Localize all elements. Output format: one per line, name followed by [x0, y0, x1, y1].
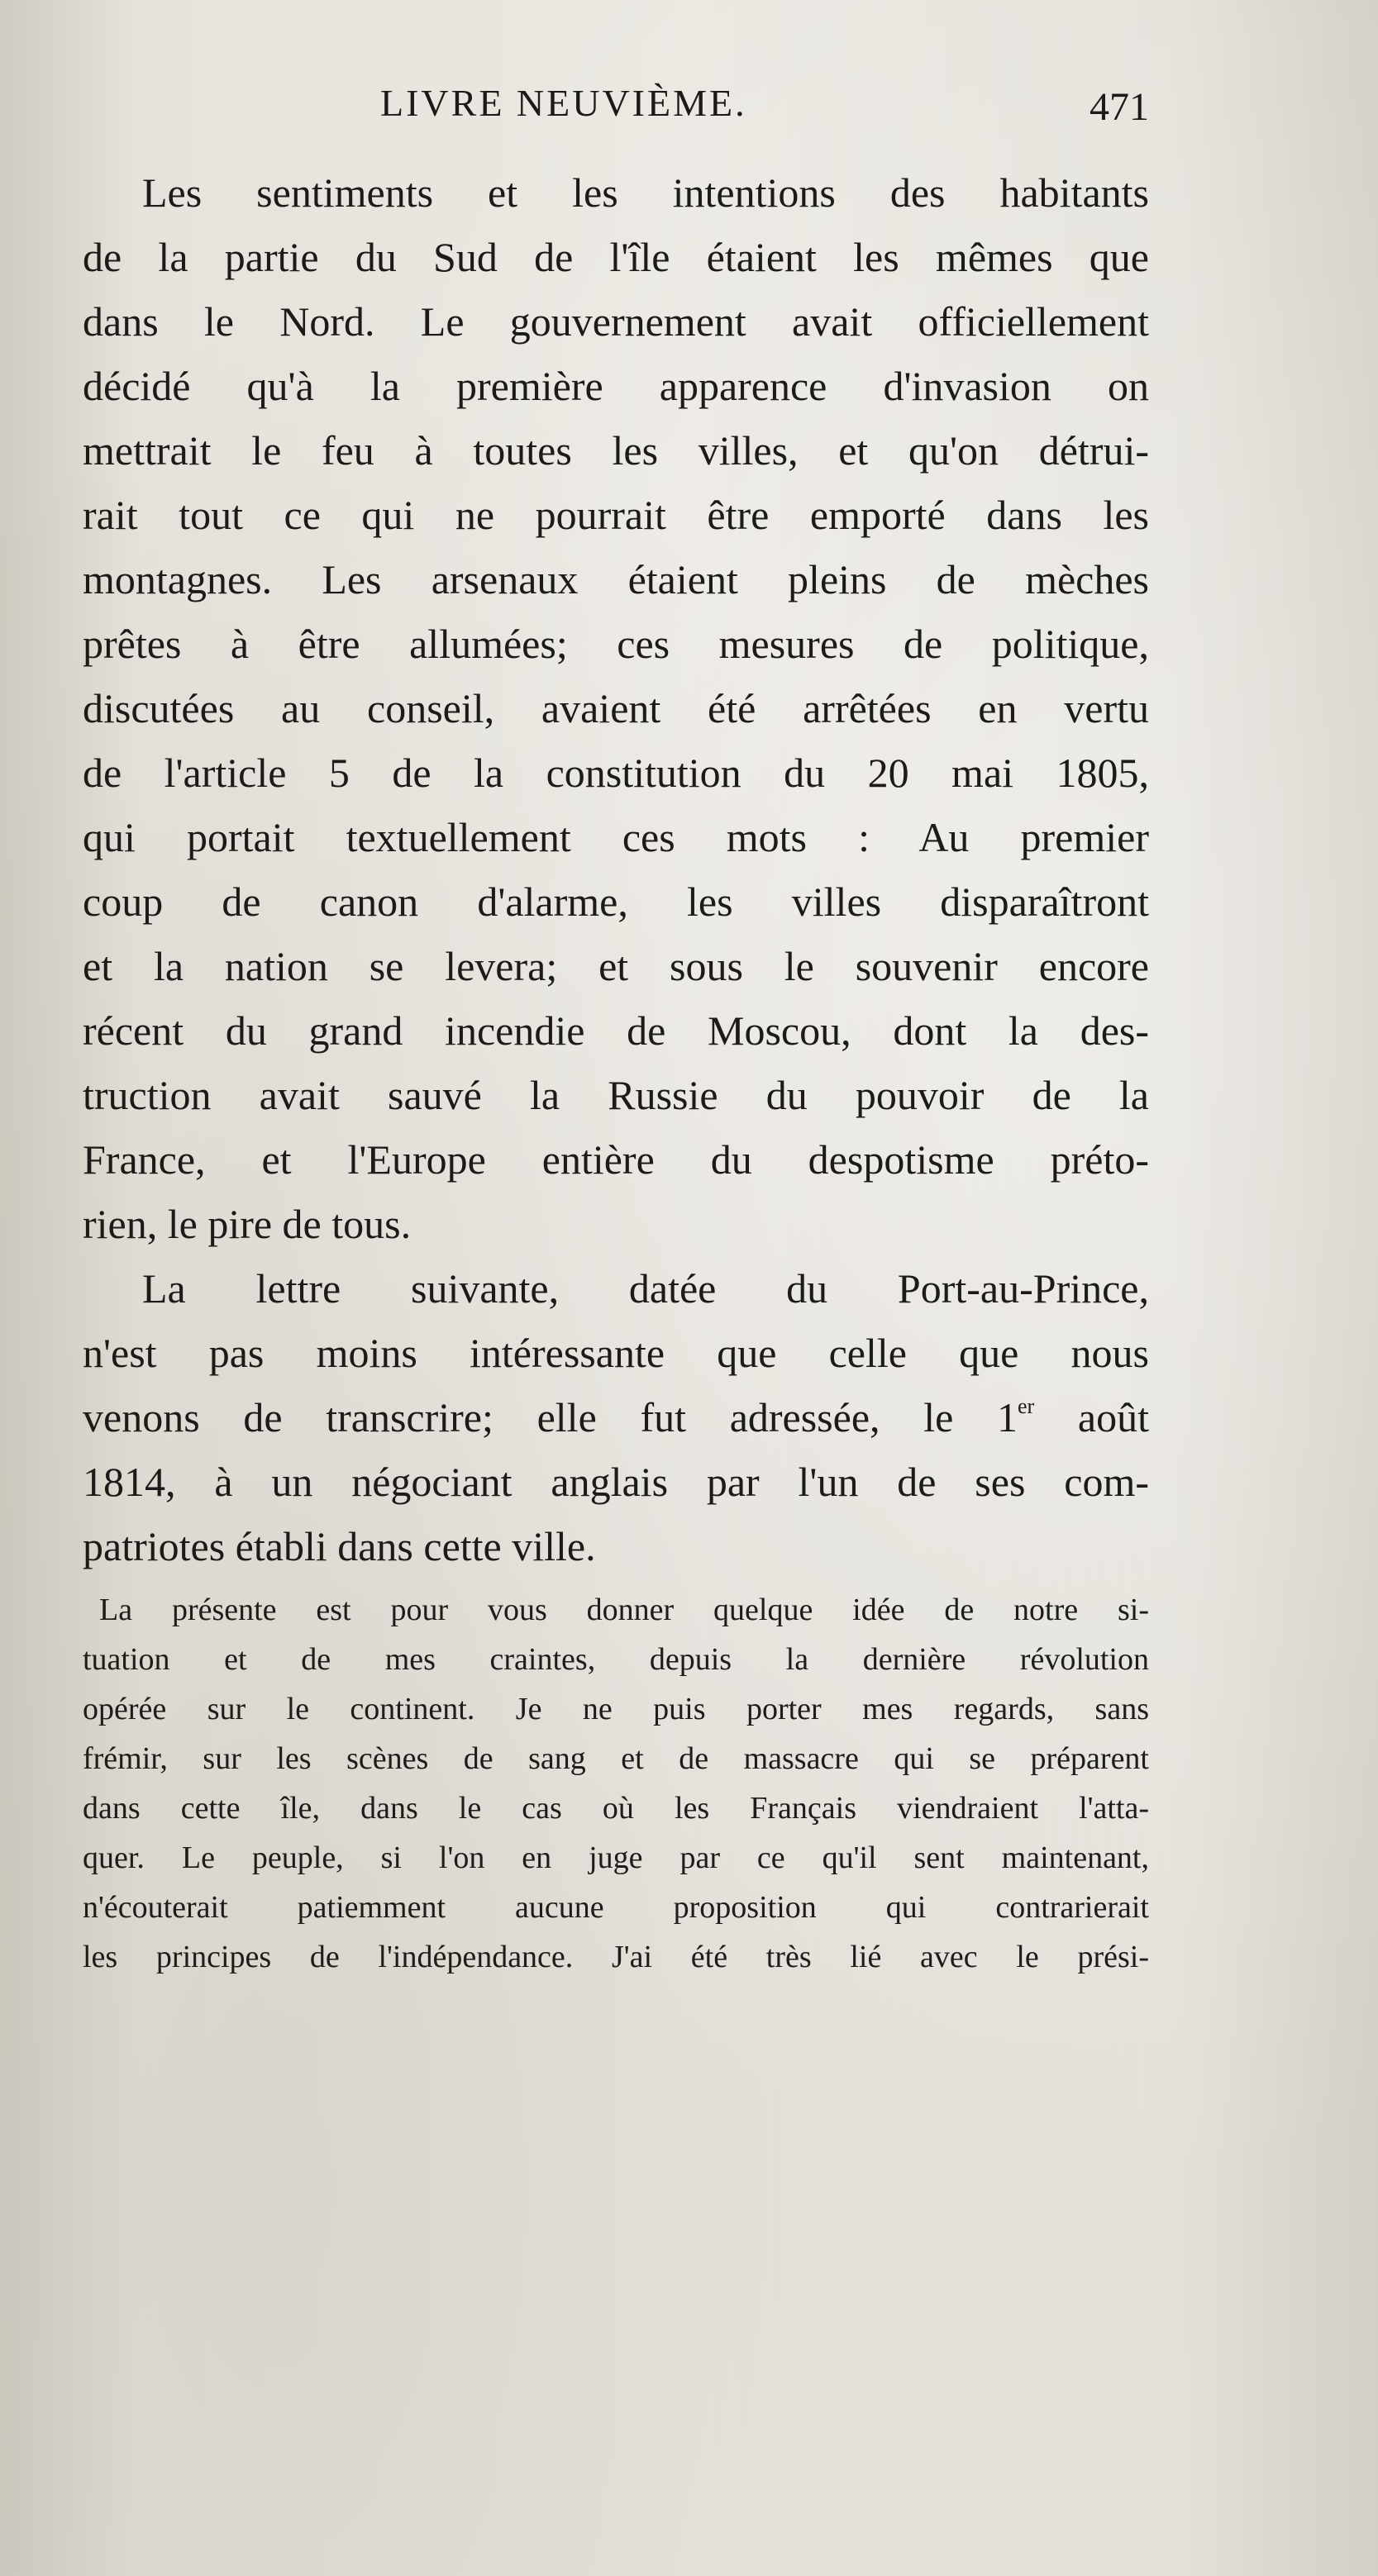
quote-line: opérée sur le continent. Je ne puis porter mes regards, sans — [83, 1692, 1149, 1726]
quoted-letter — [83, 1585, 1149, 1982]
main-text — [83, 160, 1149, 1578]
paragraph-1 — [83, 160, 1149, 1256]
text-line: France, et l'Europe entière du despotisme préto- — [83, 1136, 1149, 1183]
text-fragment: août — [1034, 1394, 1149, 1440]
paragraph-2 — [83, 1256, 1149, 1578]
ordinal-superscript: er — [1018, 1394, 1035, 1418]
text-line: rait tout ce qui ne pourrait être emporté dans les — [83, 492, 1149, 538]
quote-line: dans cette île, dans le cas où les Français viendraient l'atta- — [83, 1791, 1149, 1826]
quote-line: n'écouterait patiemment aucune proposition qui contrarierait — [83, 1890, 1149, 1925]
text-line: de la partie du Sud de l'île étaient les mêmes que — [83, 234, 1149, 280]
page-number: 471 — [1090, 85, 1149, 129]
text-line-with-superscript — [83, 1385, 1149, 1450]
text-line: truction avait sauvé la Russie du pouvoir de la — [83, 1072, 1149, 1118]
quote-line: tuation et de mes craintes, depuis la dernière révolution — [83, 1642, 1149, 1677]
text-line: La lettre suivante, datée du Port-au-Prince, — [142, 1265, 1149, 1312]
quote-line: frémir, sur les scènes de sang et de massacre qui se préparent — [83, 1741, 1149, 1776]
text-line: qui portait textuellement ces mots : Au premier — [83, 814, 1149, 860]
text-line: montagnes. Les arsenaux étaient pleins de mèches — [83, 556, 1149, 602]
quote-line: les principes de l'indépendance. J'ai été très lié avec le prési- — [83, 1940, 1149, 1974]
text-line: décidé qu'à la première apparence d'invasion on — [83, 363, 1149, 409]
text-line: de l'article 5 de la constitution du 20 mai 1805, — [83, 750, 1149, 796]
text-line: 1814, à un négociant anglais par l'un de ses com- — [83, 1459, 1149, 1505]
running-head — [83, 74, 1149, 140]
text-line: n'est pas moins intéressante que celle que nous — [83, 1330, 1149, 1376]
text-fragment: venons de transcrire; elle fut adressée, le 1 — [83, 1394, 1018, 1440]
text-line: discutées au conseil, avaient été arrêtées en vertu — [83, 685, 1149, 731]
text-line: rien, le pire de tous. — [83, 1201, 412, 1247]
running-title: LIVRE NEUVIÈME. — [380, 82, 747, 124]
text-line: Les sentiments et les intentions des habitants — [142, 169, 1149, 216]
text-line: dans le Nord. Le gouvernement avait officiellement — [83, 298, 1149, 345]
text-line: prêtes à être allumées; ces mesures de politique, — [83, 621, 1149, 667]
quote-line: La présente est pour vous donner quelque idée de notre si- — [99, 1593, 1149, 1627]
text-line: mettrait le feu à toutes les villes, et qu'on détrui- — [83, 427, 1149, 474]
text-line: patriotes établi dans cette ville. — [83, 1523, 596, 1569]
text-line: récent du grand incendie de Moscou, dont la des- — [83, 1007, 1149, 1054]
text-line: coup de canon d'alarme, les villes disparaîtront — [83, 879, 1149, 925]
quote-line: quer. Le peuple, si l'on en juge par ce qu'il sent maintenant, — [83, 1840, 1149, 1875]
text-line: et la nation se levera; et sous le souvenir encore — [83, 943, 1149, 989]
